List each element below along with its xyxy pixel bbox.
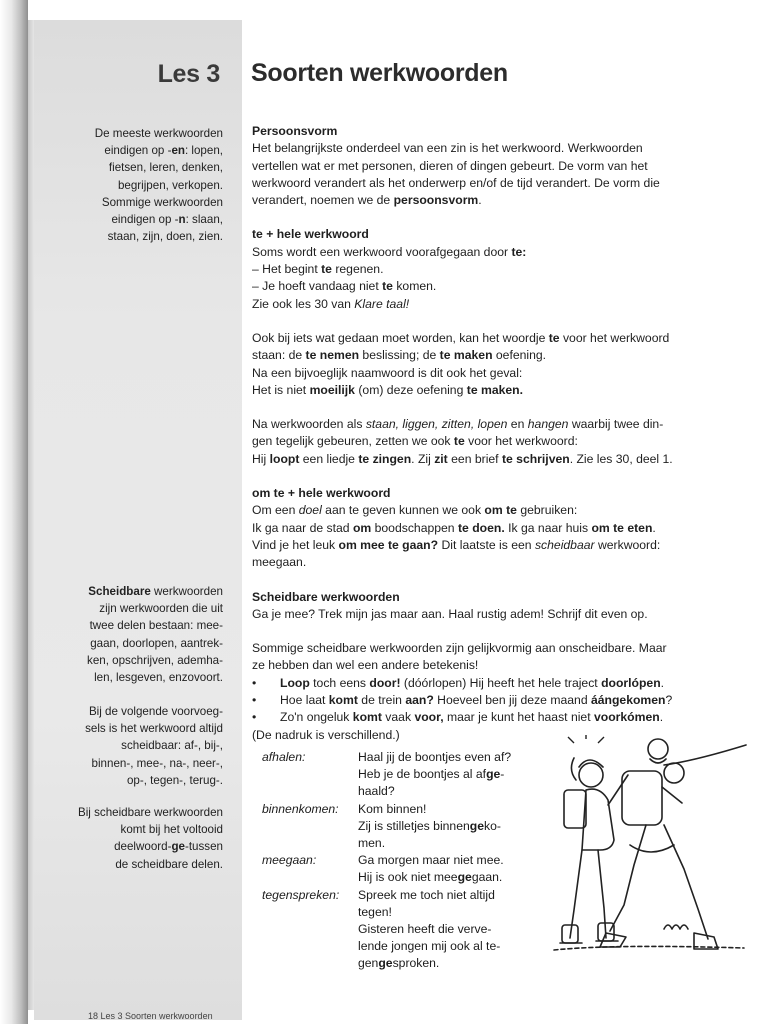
text-part: aan te geven kunnen we ook [321, 503, 485, 518]
margin-note-verb-endings [95, 125, 223, 245]
margin-note-past-participle [78, 804, 223, 873]
text-part: gen tegelijk gebeuren, zetten we ook [252, 434, 454, 449]
paragraph-gap [252, 399, 712, 416]
bullet-item [252, 675, 712, 692]
text-part: Na een bijvoeglijk naamwoord is dit ook het geval: [252, 365, 523, 380]
bullet-text-part: áángekomen [590, 693, 666, 708]
margin-note-line: twee delen bestaan: mee- [89, 619, 223, 633]
text-part: . [652, 520, 656, 535]
text-part: Dit laatste is een [438, 537, 535, 552]
text-part: beslissing; de [359, 348, 440, 363]
text-part: om mee te gaan? [338, 537, 439, 552]
example-row [262, 801, 552, 853]
example-part: ge [486, 767, 501, 782]
bullet-text-part: Hoe laat [280, 693, 329, 708]
margin-note-line: gaan, doorlopen, aantrek- [90, 636, 223, 650]
bullet-text-part: komt [352, 710, 382, 725]
text-line [252, 261, 712, 278]
page-title: Soorten werkwoorden [251, 59, 508, 87]
example-line [358, 766, 528, 783]
text-part: Klare taal! [354, 296, 410, 311]
text-line [252, 175, 712, 192]
bullet-text-part: vaak [381, 710, 415, 725]
text-line [252, 192, 712, 209]
paragraph-gap [252, 623, 712, 640]
text-part: scheidbaar [534, 537, 595, 552]
text-line [252, 347, 712, 364]
margin-note-separable-verbs [87, 583, 223, 686]
margin-note-line: binnen-, mee-, na-, neer-, [91, 756, 223, 770]
bullet-text-part: door! [369, 675, 401, 690]
text-part: Het is niet [252, 382, 310, 397]
bullet-text-part: toch eens [309, 675, 370, 690]
text-part: een liedje [299, 451, 359, 466]
example-part: lende jongen mij ook al te- [358, 939, 501, 954]
bullet-text-part: maar je kunt het haast niet [443, 710, 594, 725]
bullet-marker: • [252, 710, 257, 725]
example-sentences [358, 749, 528, 801]
text-line [252, 520, 712, 537]
section-heading: Persoonsvorm [252, 124, 338, 138]
text-part: Na werkwoorden als [252, 417, 366, 432]
text-part: werkwoord verandert als het onderwerp en/of de tijd verandert. De vorm die [252, 175, 660, 190]
bullet-text-part: komt [328, 693, 358, 708]
example-sentences [358, 852, 528, 886]
example-part: Gisteren heeft die verve- [358, 922, 492, 937]
text-line [252, 382, 712, 399]
text-part: voor het werkwoord: [464, 434, 578, 449]
text-part: te maken. [466, 382, 523, 397]
margin-note-line: sels is het werkwoord altijd [85, 722, 223, 736]
examples-list [262, 749, 552, 973]
example-part: Hij is ook niet mee [358, 870, 458, 885]
text-part: te [548, 330, 560, 345]
text-line [252, 640, 712, 657]
example-part: ge [457, 870, 472, 885]
text-part: regenen. [331, 262, 384, 277]
text-part: oefening. [492, 348, 547, 363]
paragraph-gap [252, 468, 712, 485]
text-line [252, 606, 712, 623]
example-row [262, 852, 552, 886]
bullet-text-part: ? [665, 693, 673, 708]
text-part: voor het werkwoord [559, 330, 670, 345]
example-part: ge [469, 818, 484, 833]
margin-note-line: scheidbaar: af-, bij-, [121, 739, 223, 753]
text-line [252, 537, 712, 554]
page-footer: 18 Les 3 Soorten werkwoorden [88, 1011, 213, 1021]
example-row [262, 749, 552, 801]
text-part: Soms wordt een werkwoord voorafgegaan door [252, 244, 512, 259]
text-part: staan, liggen, zitten, lopen [365, 417, 508, 432]
text-part: te [382, 279, 393, 294]
example-line [358, 938, 528, 955]
text-part: om [352, 520, 372, 535]
example-line [358, 801, 528, 818]
text-part: een brief [447, 451, 502, 466]
example-part: ge [378, 956, 393, 971]
text-line [252, 140, 712, 157]
bullet-marker: • [252, 675, 257, 690]
margin-note-line: eindigen op -n: slaan, [111, 213, 223, 227]
example-line [358, 921, 528, 938]
text-line [252, 365, 712, 382]
lesson-number: Les 3 [157, 60, 220, 88]
text-part: Ik ga naar de stad [252, 520, 353, 535]
example-line [358, 955, 528, 972]
example-part: haald? [358, 784, 395, 799]
text-part: . Zij [411, 451, 435, 466]
text-part: te nemen [305, 348, 360, 363]
text-part: en [507, 417, 528, 432]
example-line [358, 835, 528, 852]
bullet-text-part: Hoeveel ben jij deze maand [433, 693, 591, 708]
example-part: Ga morgen maar niet mee. [358, 853, 504, 868]
bullet-text-part: (dóórlopen) Hij heeft het hele traject [400, 675, 602, 690]
text-part: om te eten [591, 520, 653, 535]
bullet-text-part: . [660, 675, 665, 690]
text-part: Sommige scheidbare werkwoorden zijn gelijkvormig aan onscheidbare. Maar [252, 641, 667, 656]
text-part: Ik ga naar huis [504, 520, 592, 535]
text-part: werkwoord: [594, 537, 661, 552]
text-part: zit [434, 451, 448, 466]
text-line [252, 502, 712, 519]
text-part: te [453, 434, 465, 449]
example-part: men. [358, 836, 386, 851]
bullet-text-part: de trein [357, 693, 406, 708]
section-heading: Scheidbare werkwoorden [252, 589, 400, 604]
example-part: sproken. [392, 956, 440, 971]
text-part: – Je hoeft vandaag niet [252, 279, 383, 294]
example-part: Heb je de boontjes al af [358, 767, 487, 782]
text-part: Ga je mee? Trek mijn jas maar aan. Haal rustig adem! Schrijf dit even op. [252, 606, 648, 621]
margin-note-line: len, lesgeven, enzovoort. [94, 671, 223, 685]
example-part: gen [358, 956, 379, 971]
text-part: boodschappen [371, 520, 458, 535]
text-part: ze hebben dan wel een andere betekenis! [252, 658, 479, 673]
bullet-text-part: voorkómen [593, 710, 660, 725]
bullet-text-part: doorlópen [601, 675, 661, 690]
text-line [252, 244, 712, 261]
paragraph-gap [252, 313, 712, 330]
bullet-text-part: aan? [405, 693, 434, 708]
margin-note-line: fietsen, leren, denken, [108, 161, 223, 175]
text-line [252, 554, 712, 571]
text-part: Zie ook les 30 van [252, 296, 355, 311]
text-part: Het belangrijkste onderdeel van een zin is het werkwoord. Werkwoorden [252, 141, 643, 156]
text-part: persoonsvorm [393, 193, 479, 208]
margin-note-line: De meeste werkwoorden [94, 127, 223, 140]
bullet-text-part: Zo'n ongeluk [280, 710, 353, 725]
margin-note-line: ken, opschrijven, ademha- [87, 653, 223, 667]
margin-note-line: Bij de volgende voorvoeg- [88, 705, 223, 718]
text-part: loopt [269, 451, 300, 466]
margin-note-line: zijn werkwoorden die uit [99, 602, 223, 616]
text-part: komen. [392, 279, 437, 294]
text-part: doel [298, 503, 322, 518]
text-part: Ook bij iets wat gedaan moet worden, kan het woordje [252, 330, 549, 345]
text-part: – Het begint [252, 262, 322, 277]
bullet-text-part: Loop [280, 675, 310, 690]
text-part: te zingen [358, 451, 412, 466]
example-row [262, 887, 552, 973]
example-sentences [358, 801, 528, 853]
example-line [358, 852, 528, 869]
example-line [358, 887, 528, 904]
example-line [358, 749, 528, 766]
text-part: (om) deze oefening [354, 382, 467, 397]
example-term: afhalen: [262, 750, 306, 764]
example-part: Haal jij de boontjes even af? [358, 750, 512, 764]
example-line [358, 783, 528, 800]
margin-note-line: begrijpen, verkopen. [117, 178, 223, 192]
text-part: moeilijk [309, 382, 355, 397]
margin-note-line: de scheidbare delen. [115, 857, 223, 871]
bullet-text-part: voor, [414, 710, 444, 725]
text-part: (De nadruk is verschillend.) [252, 727, 400, 742]
text-part: verandert, noemen we de [252, 193, 394, 208]
paragraph-gap [252, 209, 712, 226]
example-term: meegaan: [262, 853, 317, 868]
text-line [252, 278, 712, 295]
margin-note-line: staan, zijn, doen, zien. [107, 230, 223, 244]
margin-note-line: Bij scheidbare werkwoorden [78, 806, 223, 819]
section-heading: om te + hele werkwoord [252, 486, 391, 501]
text-part: om te [484, 503, 517, 518]
text-part: Vind je het leuk [252, 537, 339, 552]
text-part: hangen [527, 417, 569, 432]
text-part: meegaan. [252, 555, 307, 570]
text-part: te maken [439, 348, 493, 363]
text-part: . Zie les 30, deel 1. [569, 451, 673, 466]
main-text [252, 123, 712, 744]
example-part: Zij is stilletjes binnen [358, 818, 470, 833]
text-part: gebruiken: [516, 503, 578, 518]
paragraph-gap [252, 572, 712, 589]
margin-note-prefixes [85, 703, 223, 789]
hikers-illustration [546, 735, 751, 955]
bullet-marker: • [252, 693, 257, 708]
text-part: waarbij twee din- [568, 417, 664, 432]
example-part: - [500, 767, 505, 782]
margin-note-line: Scheidbare werkwoorden [88, 585, 223, 598]
margin-note-line: eindigen op -en: lopen, [104, 144, 223, 158]
text-part: Om een [252, 503, 299, 518]
example-part: Spreek me toch niet altijd [358, 887, 495, 902]
bullet-item [252, 709, 712, 726]
section-heading: te + hele werkwoord [252, 227, 369, 242]
example-part: ko- [484, 818, 501, 833]
bullet-text-part: . [659, 710, 664, 725]
margin-note-line: Sommige werkwoorden [101, 195, 223, 209]
example-term: tegenspreken: [262, 887, 340, 902]
example-part: gaan. [471, 870, 503, 885]
margin-note-line: op-, tegen-, terug-. [126, 773, 223, 787]
text-part: vertellen wat er met personen, dieren of dingen gebeurt. De vorm van het [252, 158, 648, 173]
example-part: Kom binnen! [358, 801, 427, 816]
text-part: te [321, 262, 332, 277]
text-part: . [478, 193, 482, 208]
text-line [252, 433, 712, 450]
text-part: te schrijven [501, 451, 570, 466]
example-line [358, 818, 528, 835]
text-line [252, 158, 712, 175]
text-part: Hij [252, 451, 270, 466]
text-part: staan: de [252, 348, 306, 363]
text-line [252, 451, 712, 468]
text-part: te doen. [457, 520, 505, 535]
bullet-item [252, 692, 712, 709]
example-line [358, 904, 528, 921]
example-term: binnenkomen: [262, 801, 339, 816]
text-line [252, 657, 712, 674]
text-line [252, 296, 712, 313]
margin-note-line: komt bij het voltooid [120, 823, 223, 837]
book-spine-shadow [0, 0, 28, 1024]
margin-note-line: deelwoord-ge-tussen [114, 840, 223, 854]
text-line [252, 416, 712, 433]
example-sentences [358, 887, 528, 973]
text-part: te: [511, 244, 527, 259]
example-line [358, 869, 528, 886]
text-line [252, 330, 712, 347]
example-part: tegen! [358, 904, 392, 919]
